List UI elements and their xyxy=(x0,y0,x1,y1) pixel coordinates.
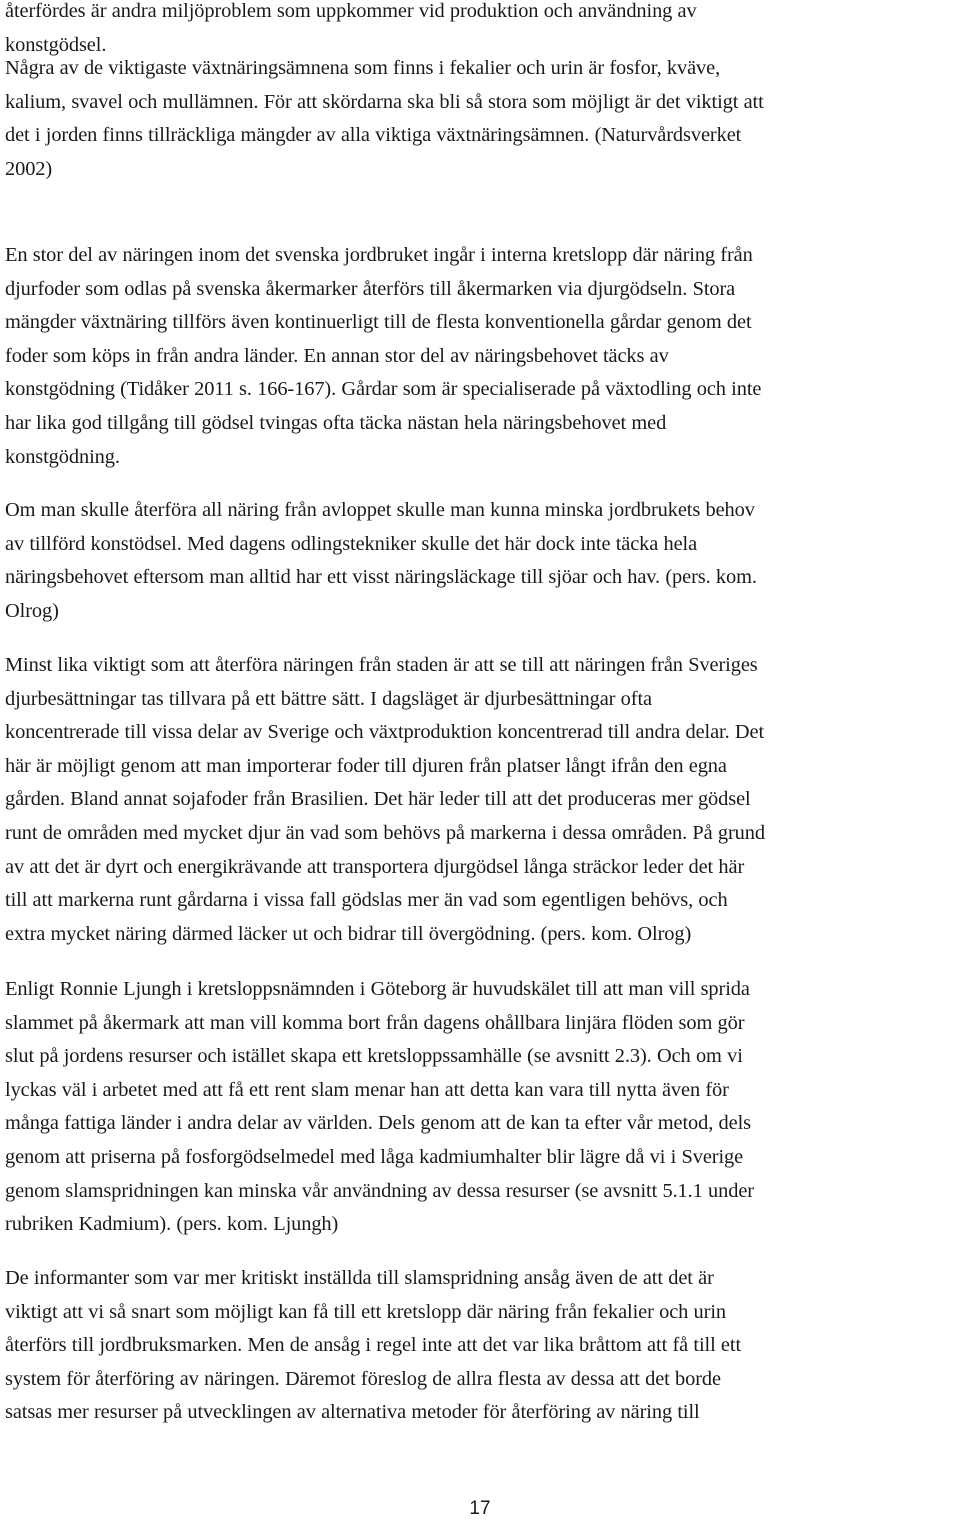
text-line: Enligt Ronnie Ljungh i kretsloppsnämnden i Göteborg är huvudskälet till att man vill sprida xyxy=(5,978,750,1000)
text-line: konstgödning. xyxy=(5,445,120,468)
text-line: konstgödning (Tidåker 2011 s. 166-167). Gårdar som är specialiserade på växtodling och inte xyxy=(5,378,762,401)
text-line: Minst lika viktigt som att återföra näringen från staden är att se till att näringen från Sveriges xyxy=(5,654,758,676)
text-line: En stor del av näringen inom det svenska jordbruket ingår i interna kretslopp där näring från xyxy=(5,244,753,266)
text-line: av tillförd konstödsel. Med dagens odlingstekniker skulle det här dock inte täcka hela xyxy=(5,532,698,555)
text-line: det i jorden finns tillräckliga mängder av alla viktiga växtnäringsämnen. (Naturvårdsverket xyxy=(5,124,742,147)
text-line: djurbesättningar tas tillvara på ett bättre sätt. I dagsläget är djurbesättningar ofta xyxy=(5,687,652,710)
text-line: kalium, svavel och mullämnen. För att skördarna ska bli så stora som möjligt är det viktigt att xyxy=(5,90,764,113)
text-line: rubriken Kadmium). (pers. kom. Ljungh) xyxy=(5,1213,339,1236)
text-line: konstgödsel. xyxy=(5,33,107,56)
text-line: slammet på åkermark att man vill komma bort från dagens ohållbara linjära flöden som gör xyxy=(5,1011,745,1034)
text-line: återfördes är andra miljöproblem som uppkommer vid produktion och användning av xyxy=(5,0,697,22)
text-line: många fattiga länder i andra delar av världen. Dels genom att de kan ta efter vår metod, dels xyxy=(5,1112,751,1135)
text-line: runt de områden med mycket djur än vad som behövs på markerna i dessa områden. På grund xyxy=(5,821,765,844)
text-line: viktigt att vi så snart som möjligt kan få till ett kretslopp där näring från fekalier och urin xyxy=(5,1300,726,1323)
text-line: näringsbehovet eftersom man alltid har ett visst näringsläckage till sjöar och hav. (pers. kom. xyxy=(5,566,757,589)
text-line: gården. Bland annat sojafoder från Brasilien. Det här leder till att det produceras mer gödsel xyxy=(5,788,751,811)
text-line: koncentrerade till vissa delar av Sverige och växtproduktion koncentrerad till andra delar. Det xyxy=(5,721,765,744)
text-line: lyckas väl i arbetet med att få ett rent slam menar han att detta kan vara till nytta även för xyxy=(5,1078,729,1101)
paragraph-6 xyxy=(5,973,754,1242)
text-line: foder som köps in från andra länder. En annan stor del av näringsbehovet täcks av xyxy=(5,344,669,367)
paragraph-3 xyxy=(5,239,761,474)
paragraph-7 xyxy=(5,1262,741,1430)
text-line: av att det är dyrt och energikrävande att transportera djurgödsel långa sträckor leder det här xyxy=(5,855,745,878)
text-line: 2002) xyxy=(5,157,53,180)
text-line: De informanter som var mer kritiskt inställda till slamspridning ansåg även de att det är xyxy=(5,1267,714,1289)
text-line: Några av de viktigaste växtnäringsämnena som finns i fekalier och urin är fosfor, kväve, xyxy=(5,57,721,79)
text-line: till att markerna runt gårdarna i vissa fall gödslas mer än vad som egentligen behövs, och xyxy=(5,889,728,912)
text-line: genom slamspridningen kan minska vår användning av dessa resurser (se avsnitt 5.1.1 under xyxy=(5,1179,754,1202)
text-line: Om man skulle återföra all näring från avloppet skulle man kunna minska jordbrukets behov xyxy=(5,499,755,521)
text-line: slut på jordens resurser och istället skapa ett kretsloppssamhälle (se avsnitt 2.3). Och om vi xyxy=(5,1045,743,1068)
paragraph-2 xyxy=(5,52,764,186)
text-line: satsas mer resurser på utvecklingen av alternativa metoder för återföring av näring till xyxy=(5,1401,700,1424)
text-line: här är möjligt genom att man importerar foder till djuren från platser långt ifrån den egna xyxy=(5,754,727,777)
text-line: genom att priserna på fosforgödselmedel med låga kadmiumhalter blir lägre då vi i Sverige xyxy=(5,1145,744,1168)
text-line: system för återföring av näringen. Däremot föreslog de allra flesta av dessa att det borde xyxy=(5,1367,721,1390)
text-line: återförs till jordbruksmarken. Men de ansåg i regel inte att det var lika bråttom att få till ett xyxy=(5,1334,742,1357)
paragraph-4 xyxy=(5,494,757,628)
text-line: mängder växtnäring tillförs även kontinuerligt till de flesta konventionella gårdar genom det xyxy=(5,311,752,334)
text-line: djurfoder som odlas på svenska åkermarker återförs till åkermarken via djurgödseln. Stora xyxy=(5,277,736,300)
paragraph-5 xyxy=(5,649,765,951)
text-line: extra mycket näring därmed läcker ut och bidrar till övergödning. (pers. kom. Olrog) xyxy=(5,922,692,945)
page-number: 17 xyxy=(469,1498,491,1519)
text-line: Olrog) xyxy=(5,599,59,622)
text-line: har lika god tillgång till gödsel tvingas ofta täcka nästan hela näringsbehovet med xyxy=(5,411,667,434)
